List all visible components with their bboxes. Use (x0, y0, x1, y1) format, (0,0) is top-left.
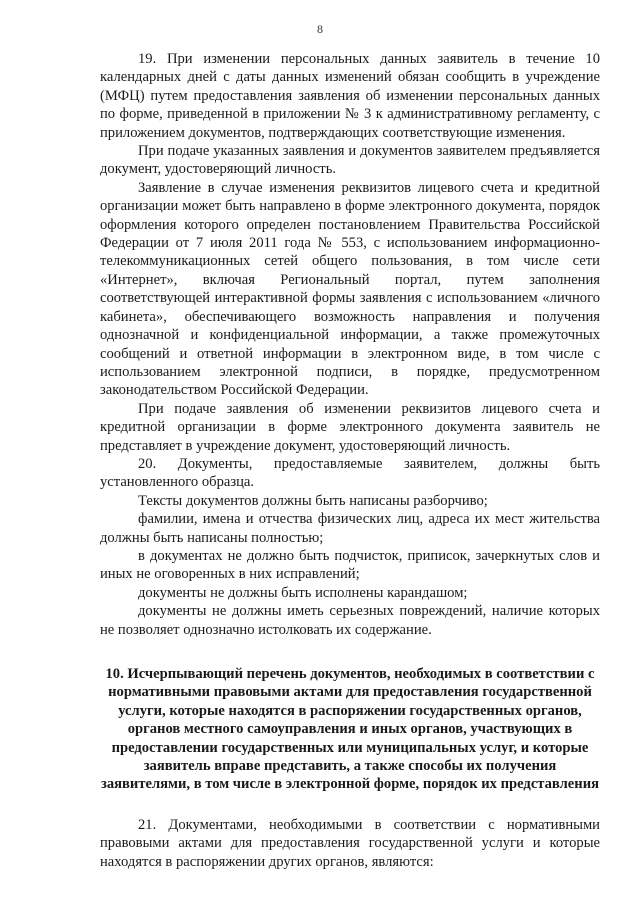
document-body (100, 50, 600, 871)
paragraph-no-corrections: в документах не должно быть подчисток, приписок, зачеркнутых слов и иных не оговоренных в них исправлений; (100, 547, 600, 583)
paragraph-identity-document: При подаче указанных заявления и документов заявителем предъявляется документ, удостоверяющий личность. (100, 143, 600, 178)
paragraph-legible: Тексты документов должны быть написаны разборчиво; (138, 492, 488, 509)
paragraph-20: 20. Документы, предоставляемые заявителем, должны быть установленного образца. (100, 455, 600, 491)
paragraph-19: 19. При изменении персональных данных заявитель в течение 10 календарных дней с даты данных изменений обязан сообщить в учреждение (МФЦ) путем предоставления заявления об изменении персональных данных по форме, приведенной в приложении № 3 к административному регламенту, с приложением документов, подтверждающих соответствующие изменения. (100, 51, 600, 141)
paragraph-full-names: фамилии, имена и отчества физических лиц, адреса их мест жительства должны быть написаны полностью; (100, 511, 600, 546)
page-number: 8 (317, 22, 323, 36)
paragraph-no-pencil: документы не должны быть исполнены карандашом; (138, 584, 468, 601)
paragraph-21: 21. Документами, необходимыми в соответствии с нормативными правовыми актами для предоставления государственной услуги и которые находятся в распоряжении других органов, являются: (100, 816, 600, 870)
paragraph-electronic-no-identity: При подаче заявления об изменении реквизитов лицевого счета и кредитной организации в форме электронного документа заявитель не представляет в учреждение документ, удостоверяющий личность. (100, 400, 600, 454)
paragraph-electronic-application: Заявление в случае изменения реквизитов лицевого счета и кредитной организации может быть направлено в форме электронного документа, порядок оформления которого определен постановлением Правительства Российской Федерации от 7 июля 2011 года № 553, с использованием информационно-телекоммуникационных сетей общего пользования, в том числе сети «Интернет», включая Региональный портал, путем заполнения соответствующей интерактивной формы заявления с использованием «личного кабинета», обеспечивающего возможность направления и получения однозначной и конфиденциальной информации, а также промежуточных сообщений и ответной информации в электронном виде, в том числе с использованием электронной подписи, в порядке, предусмотренном законодательством Российской Федерации. (100, 179, 600, 399)
section-heading: 10. Исчерпывающий перечень документов, необходимых в соответствии с нормативными правовыми актами для предоставления государственной услуги, которые находятся в распоряжении государственных органов, органов местного самоуправления и иных органов, участвующих в предоставлении государственных или муниципальных услуг, и которые заявитель вправе представить, а также способы их получения заявителями, в том числе в электронной форме, порядок их представления (100, 666, 600, 793)
paragraph-no-damage: документы не должны иметь серьезных повреждений, наличие которых не позволяет однозначно истолковать их содержание. (100, 603, 600, 638)
